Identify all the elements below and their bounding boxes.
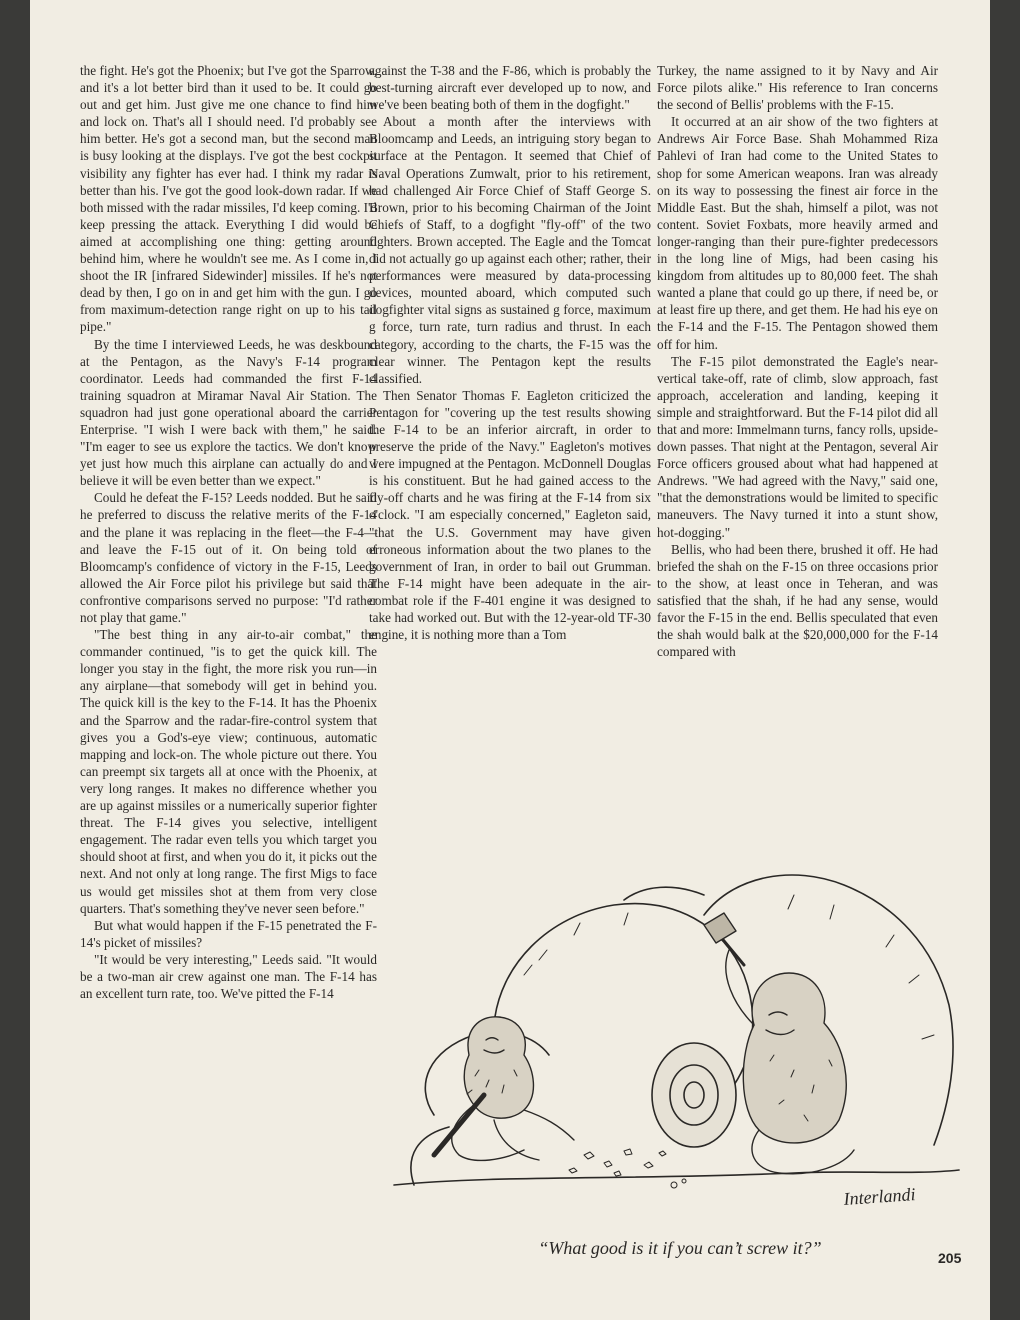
paragraph: Could he defeat the F-15? Leeds nodded. But he said he preferred to discuss the relative merits of the F-14 and the plane it was replacing in the fleet—the F-4—and leave the F-15 out of it. On being told of Bloomcamp's confidence of victory in the F-15, Leeds allowed the Air Force pilot his privilege but said that confrontive comparisons served no purpose: "I'd rather not play that game."	[80, 490, 377, 625]
caveman-right	[704, 913, 854, 1174]
cartoon-illustration	[374, 855, 964, 1225]
axe-head	[704, 913, 736, 943]
article-column-3	[657, 62, 938, 660]
paragraph: "It would be very interesting," Leeds said. "It would be a two-man air crew against one man. The F-14 has an excellent turn rate, too. We've pitted the F-14	[80, 951, 377, 1002]
boulder	[411, 1127, 449, 1185]
stone-wheel	[652, 1043, 736, 1147]
paragraph: About a month after the interviews with Bloomcamp and Leeds, an intriguing story began to surface at the Pentagon. It seemed that Chief of Naval Operations Zumwalt, prior to his retirement, had challenged Air Force Chief of Staff George S. Brown, prior to his becoming Chairman of the Joint Chiefs of Staff, to a dogfight "fly-off" of the two fighters. Brown accepted. The Eagle and the Tomcat did not actually go up against each other; rather, their performances were measured by data-processing devices, mounted aboard, which computed such dogfighter vital signs as sustained g force, maximum g force, turn rate, turn radius and thrust. In each category, according to the charts, the F-15 was the clear winner. The Pentagon kept the results classified.	[369, 114, 651, 386]
magazine-page	[30, 0, 990, 1320]
paragraph: It occurred at an air show of the two fighters at Andrews Air Force Base. Shah Mohammed Riza Pahlevi of Iran had come to the United States to shop for some American weapons. Iran was already on its way to possessing the finest air force in the Middle East. But the shah, himself a pilot, was not content. Soviet Foxbats, more heavily armed and longer-ranging than their pure-fighter predecessors in the long line of Migs, had been casing his kingdom from altitudes up to 80,000 feet. The shah wanted a plane that could go up there, if need be, or at least fire up there, and get them. He had his eye on the F-14 and the F-15. The Pentagon showed them off for him.	[657, 114, 938, 352]
paragraph: Turkey, the name assigned to it by Navy and Air Force pilots alike." His reference to Iran concerns the second of Bellis' problems with the F-15.	[657, 63, 938, 113]
paragraph: the fight. He's got the Phoenix; but I've got the Sparrow, and it's a lot better bird than it used to be. It could go out and get him. Just give me one chance to find him and lock on. That's all I should need. I'd probably see him better. He's got a second man, but the second man is busy looking at the displays. I've got the best cockpit visibility any fighter has ever had. I think my radar is better than his. I've got the good look-down radar. If we both missed with the radar missiles, I'd keep coming. I'd keep pressing the attack. Everything I did would be aimed at accomplishing one thing: getting around behind him, where he wouldn't see me. As I come in, I shoot the IR [infrared Sidewinder] missiles. If he's not dead by then, I go on in and get him with the gun. I go from maximum-detection range right on up to his tail pipe."	[80, 63, 377, 335]
paragraph: "The best thing in any air-to-air combat," the commander continued, "is to get the quick kill. The longer you stay in the fight, the more risk you run—in any airplane—that somebody will get in behind you. The quick kill is the key to the F-14. It has the Phoenix and the Sparrow and the radar-fire-control system that gives you a God's-eye view; continuous, automatic mapping and lock-on. The whole picture out there. You can preempt six targets all at once with the Phoenix, at very long ranges. It makes no difference whether you are up against missiles or a numerically superior fighter threat. The F-14 gives you selective, intelligent engagement. The radar even tells you which target you should shoot at first, and when you do it, it picks out the next. And not only at long range. The first Migs to face us would get missiles shot at them from very close quarters. That's something they've never seen before."	[80, 627, 377, 916]
cartoon-caption: “What good is it if you can’t screw it?”	[538, 1238, 822, 1258]
caveman-left	[434, 1017, 574, 1161]
article-column-2	[369, 62, 651, 643]
paragraph: But what would happen if the F-15 penetrated the F-14's picket of missiles?	[80, 917, 377, 950]
paragraph: Bellis, who had been there, brushed it off. He had briefed the shah on the F-15 on three occasions prior to the show, at least once in Teheran, and was satisfied that the shah, if he had any sense, would favor the F-15 in the end. Bellis speculated that even the shah would balk at the $20,000,000 for the F-14 compared with	[657, 541, 938, 660]
paragraph: The F-15 pilot demonstrated the Eagle's near-vertical take-off, rate of climb, slow approach, fast approach, acceleration and landing, keeping it simple and straightforward. But the F-14 pilot did all that and more: Immelmann turns, fancy rolls, upside-down passes. That night at the Pentagon, several Air Force officers groused about what had happened at Andrews. "We had agreed with the Navy," said one, "that the demonstrations would be limited to specific maneuvers. The Navy turned it into a stunt show, hot-dogging."	[657, 353, 938, 540]
artist-signature: Interlandi	[842, 1184, 917, 1209]
stone-chips	[569, 1149, 686, 1188]
page-number: 205	[938, 1250, 962, 1266]
boulder	[624, 887, 704, 900]
paragraph: Then Senator Thomas F. Eagleton criticized the Pentagon for "covering up the test results showing the F-14 to be an inferior aircraft, in order to preserve the pride of the Navy." Eagleton's motives were impugned at the Pentagon. McDonnell Douglas is his constituent. But he had gained access to the fly-off charts and he was firing at the F-14 from six o'clock. "I am especially concerned," Eagleton said, "that the U.S. Government may have given erroneous information about the two planes to the government of Iran, in order to bail out Grumman. The F-14 might have been adequate in the air-combat role if the F-401 engine it was designed to take had worked out. But with the 12-year-old TF-30 engine, it is nothing more than a Tom	[369, 387, 651, 643]
paragraph: By the time I interviewed Leeds, he was deskbound at the Pentagon, as the Navy's F-14 program coordinator. Leeds had commanded the first F-14 training squadron at Miramar Naval Air Station. The squadron had just gone operational aboard the carrier Enterprise. "I wish I were back with them," he said. "I'm eager to see us explore the tactics. We don't know yet just how much this airplane can actually do and I believe it will be even better than we expect."	[80, 336, 377, 489]
paragraph: against the T-38 and the F-86, which is probably the best-turning aircraft ever developed up to now, and we've been beating both of them in the dogfight."	[369, 63, 651, 113]
article-column-1	[80, 62, 377, 1002]
